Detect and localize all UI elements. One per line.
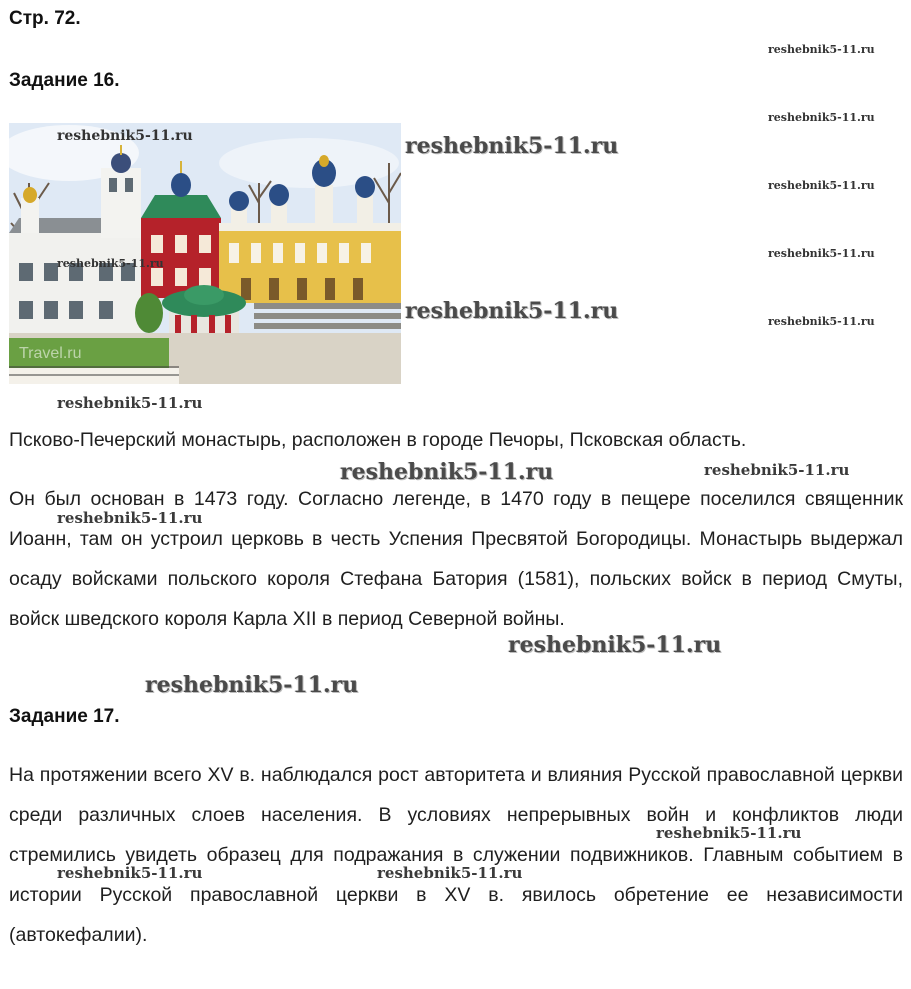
task-16-paragraph-1: Псково-Печерский монастырь, расположен в городе Печоры, Псковская область. (9, 429, 747, 451)
watermark: reshebnik5-11.ru (768, 247, 875, 260)
watermark: reshebnik5-11.ru (656, 824, 802, 842)
watermark: reshebnik5-11.ru (340, 459, 554, 485)
monastery-photo (9, 123, 401, 384)
task-16-heading: Задание 16. (9, 70, 120, 91)
watermark: reshebnik5-11.ru (57, 509, 203, 527)
watermark: reshebnik5-11.ru (57, 257, 164, 270)
task-16-paragraph-2: Он был основан в 1473 году. Согласно легенде, в 1470 году в пещере поселился священник Иоанн, там он устроил церковь в честь Успения Пресвятой Богородицы. Монастырь выдержал осаду войсками польского короля Стефана Батория (1581), польских войск в период Смуты, войск шведского короля Карла XII в период Северной войны. (9, 488, 903, 630)
watermark: reshebnik5-11.ru (57, 128, 193, 144)
page-label: Стр. 72. (9, 8, 81, 29)
watermark: reshebnik5-11.ru (768, 111, 875, 124)
watermark: reshebnik5-11.ru (768, 315, 875, 328)
watermark: reshebnik5-11.ru (405, 133, 619, 159)
watermark: reshebnik5-11.ru (768, 43, 875, 56)
watermark: reshebnik5-11.ru (57, 394, 203, 412)
watermark: reshebnik5-11.ru (704, 461, 850, 479)
photo-credit: Travel.ru (19, 345, 82, 362)
watermark: reshebnik5-11.ru (768, 179, 875, 192)
watermark: reshebnik5-11.ru (508, 632, 722, 658)
watermark: reshebnik5-11.ru (377, 864, 523, 882)
task-17-paragraph: На протяжении всего XV в. наблюдался рост авторитета и влияния Русской православной церкви среди различных слоев населения. В условиях непрерывных войн и конфликтов люди стремились увидеть образец для подражания в служении подвижников. Главным событием в истории Русской православной церкви в XV в. явилось обретение ее независимости (автокефалии). (9, 764, 903, 946)
watermark: reshebnik5-11.ru (57, 864, 203, 882)
task-17-heading: Задание 17. (9, 706, 120, 727)
watermark: reshebnik5-11.ru (145, 672, 359, 698)
watermark: reshebnik5-11.ru (405, 298, 619, 324)
